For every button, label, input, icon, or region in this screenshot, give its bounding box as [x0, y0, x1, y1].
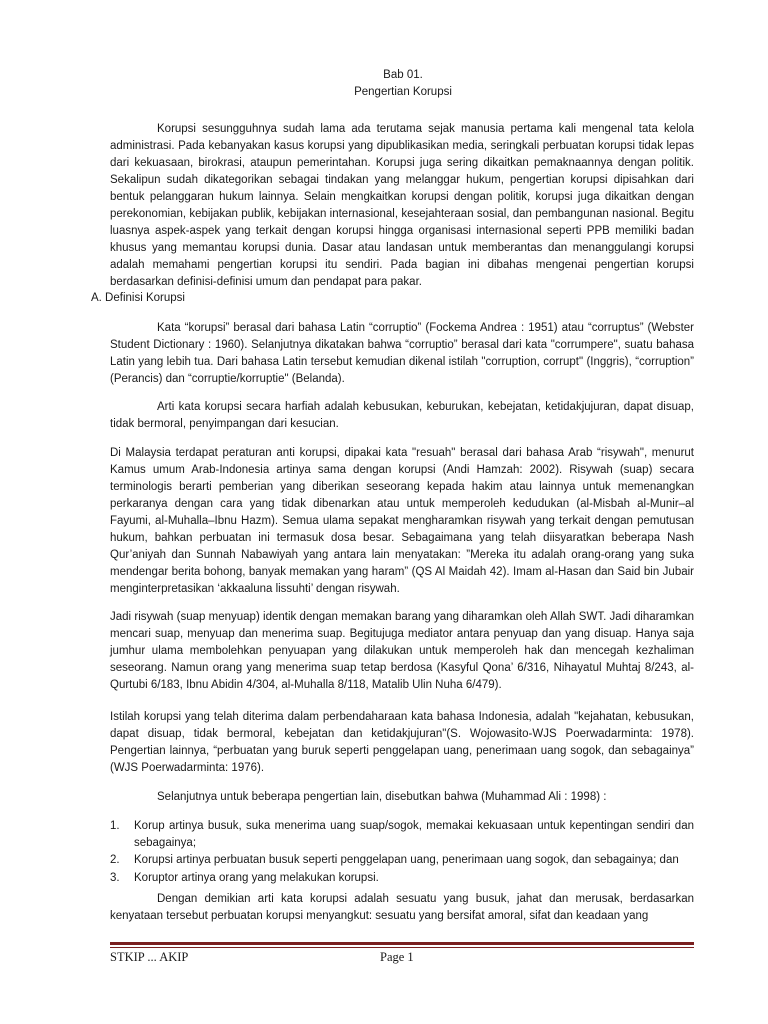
list-number: 2.: [110, 854, 120, 866]
section-heading: A. Definisi Korupsi: [91, 292, 185, 304]
list-number: 3.: [110, 872, 120, 884]
paragraph-etymology: Kata “korupsi” berasal dari bahasa Latin “corruptio” (Fockema Andrea : 1951) atau “corruptus” (Webster Student Dictionary : 1960). Selanjutnya dikatakan bahwa “corruptio” berasal dari kata "corrumpere", suatu bahasa Latin yang lebih tua. Dari bahasa Latin tersebut kemudian dikenal istilah "corruption, corrupt" (Inggris), “corruption” (Perancis) dan “corruptie/korruptie" (Belanda).: [110, 322, 694, 385]
list-item: [110, 870, 694, 887]
list-number: 1.: [110, 820, 120, 832]
paragraph-suap: Jadi risywah (suap menyuap) identik dengan memakan barang yang diharamkan oleh Allah SWT. Jadi diharamkan mencari suap, menyuap dan menerima suap. Begitujuga mediator antara penyuap dan yang disuap. Hanya saja jumhur ulama membolehkan penyuapan yang dilakukan untuk memperoleh hak dan mencegah kezhaliman seseorang. Namun orang yang menerima suap tetap berdosa (Kasyful Qona’ 6/316, Nihayatul Muhtaj 8/243, al-Qurtubi 6/183, Ibnu Abidin 4/304, al-Muhalla 8/118, Matalib Ulin Nuha 6/479).: [110, 611, 694, 691]
chapter-label: Bab 01.: [383, 69, 423, 81]
intro-paragraph: Korupsi sesungguhnya sudah lama ada terutama sejak manusia pertama kali mengenal tata kelola administrasi. Pada kebanyakan kasus korupsi yang dipublikasikan media, seringkali perbuatan korupsi tidak lepas dari kekuasaan, birokrasi, ataupun pemerintahan. Korupsi juga sering dikaitkan pemaknaannya dengan politik. Sekalipun sudah dikategorikan sebagai tindakan yang melanggar hukum, pengertian korupsi dipisahkan dari bentuk pelanggaran hukum lainnya. Selain mengkaitkan korupsi dengan politik, korupsi juga dikaitkan dengan perekonomian, kebijakan publik, kebijakan internasional, kesejahteraan sosial, dan pembangunan nasional. Begitu luasnya aspek-aspek yang terkait dengan korupsi hingga organisasi internasional seperti PPB memiliki badan khusus yang memantau korupsi dunia. Dasar atau landasan untuk memberantas dan menanggulangi korupsi adalah memahami pengertian korupsi itu sendiri. Pada bagian ini dibahas mengenai pengertian korupsi berdasarkan definisi-definisi umum dan pendapat para pakar.: [110, 123, 694, 288]
list-text: Korupsi artinya perbuatan busuk seperti penggelapan uang, penerimaan uang sogok, dan sebagainya; dan: [134, 854, 679, 866]
list-item: [110, 818, 694, 852]
page-number: Page 1: [380, 950, 414, 964]
footer-rule-thin: [110, 947, 694, 948]
paragraph-intro-list: Selanjutnya untuk beberapa pengertian lain, disebutkan bahwa (Muhammad Ali : 1998) :: [157, 791, 607, 803]
paragraph-risywah: Di Malaysia terdapat peraturan anti korupsi, dipakai kata "resuah" berasal dari bahasa Arab “risywah", menurut Kamus umum Arab-Indonesia artinya sama dengan korupsi (Andi Hamzah: 2002). Risywah (suap) secara terminologis berarti pemberian yang diberikan seseorang kepada hakim atau lainnya untuk memenangkan perkaranya dengan cara yang tidak dibenarkan atau untuk memperoleh kedudukan (al-Misbah al-Munir–al Fayumi, al-Muhalla–Ibnu Hazm). Semua ulama sepakat mengharamkan risywah yang terkait dengan pemutusan hukum, bahkan perbuatan ini termasuk dosa besar. Sebagaimana yang telah diisyaratkan beberapa Nash Qur’aniyah dan Sunnah Nabawiyah yang antara lain menyatakan: ”Mereka itu adalah orang-orang yang suka mendengar berita bohong, banyak memakan yang haram” (QS Al Maidah 42). Imam al-Hasan dan Said bin Jubair menginterpretasikan ‘akkaaluna lissuhti’ dengan risywah.: [110, 447, 694, 595]
paragraph-istilah: Istilah korupsi yang telah diterima dalam perbendaharaan kata bahasa Indonesia, adalah "kejahatan, kebusukan, dapat disuap, tidak bermoral, kebejatan dan ketidakjujuran"(S. Wojowasito-WJS Poerwadarminta: 1978). Pengertian lainnya, “perbuatan yang buruk seperti penggelapan uang, penerimaan uang sogok, dan sebagainya” (WJS Poerwadarminta: 1976).: [110, 711, 694, 774]
list-text: Korup artinya busuk, suka menerima uang suap/sogok, memakai kekuasaan untuk kepentingan sendiri dan sebagainya;: [134, 820, 694, 849]
list-text: Koruptor artinya orang yang melakukan korupsi.: [134, 872, 379, 884]
paragraph-literal-meaning: Arti kata korupsi secara harfiah adalah kebusukan, keburukan, kebejatan, ketidakjujuran, dapat disuap, tidak bermoral, penyimpangan dari kesucian.: [110, 401, 694, 430]
page-title: Pengertian Korupsi: [354, 86, 452, 98]
paragraph-closing: Dengan demikian arti kata korupsi adalah sesuatu yang busuk, jahat dan merusak, berdasarkan kenyataan tersebut perbuatan korupsi menyangkut: sesuatu yang bersifat amoral, sifat dan keadaan yang: [110, 893, 694, 922]
footer-left-text: STKIP ... AKIP: [110, 950, 189, 964]
list-item: [110, 852, 694, 869]
footer-rule-thick: [110, 942, 694, 945]
